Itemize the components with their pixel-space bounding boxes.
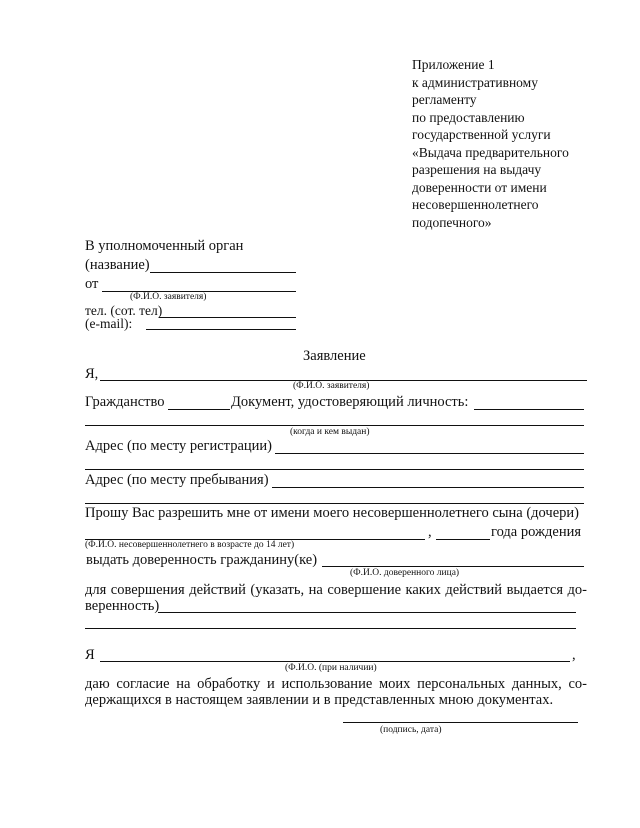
from-label: от [85, 276, 99, 292]
stay-address-label: Адрес (по месту пребывания) [85, 472, 269, 488]
comma: , [428, 524, 432, 540]
appendix-line: по предоставлению [412, 109, 525, 125]
trustee-caption: (Ф.И.О. доверенного лица) [350, 568, 460, 578]
signature-caption: (подпись, дата) [380, 725, 442, 735]
appendix-line: государственной услуги [412, 127, 551, 142]
birth-year-label: года рождения [491, 524, 582, 540]
issue-poa-label: выдать доверенность гражданину(ке) [86, 552, 318, 568]
authority-name-label: (название) [85, 257, 150, 273]
consent-name-field[interactable] [100, 661, 570, 662]
applicant-fio-caption-2: (Ф.И.О. заявителя) [293, 381, 370, 391]
id-document-field[interactable] [474, 409, 584, 410]
consent-text-line-1: даю согласие на обработку и использование моих персональных данных, со- [85, 676, 587, 692]
trustee-name-field[interactable] [322, 566, 584, 567]
appendix-line: регламенту [412, 92, 477, 107]
phone-field[interactable] [159, 317, 296, 318]
signature-field[interactable] [343, 722, 578, 723]
request-text: Прошу Вас разрешить мне от имени моего несовершеннолетнего сына (дочери) [85, 505, 579, 521]
applicant-fio-caption: (Ф.И.О. заявителя) [130, 292, 207, 302]
id-document-label: Документ, удостоверяющий личность: [231, 394, 469, 410]
stay-address-field-2[interactable] [85, 503, 584, 504]
to-authority-label: В уполномоченный орган [85, 238, 244, 254]
appendix-line: подопечного» [412, 214, 492, 230]
consent-text-line-2: держащихся в настоящем заявлении и в представленных мною документах. [85, 692, 554, 708]
reg-address-label: Адрес (по месту регистрации) [85, 438, 272, 454]
authority-name-field[interactable] [150, 272, 296, 273]
consent-i-label: Я [85, 647, 95, 663]
issued-caption: (когда и кем выдан) [290, 427, 370, 437]
actions-text-line-1: для совершения действий (указать, на совершение каких действий выдается до- [85, 582, 587, 598]
email-field[interactable] [146, 329, 296, 330]
reg-address-field-2[interactable] [85, 469, 584, 470]
birth-year-field[interactable] [436, 539, 490, 540]
minor-caption: (Ф.И.О. несовершеннолетнего в возрасте до 14 лет) [85, 540, 295, 550]
statement-title: Заявление [303, 348, 366, 364]
actions-field-2[interactable] [85, 628, 576, 629]
citizenship-field[interactable] [168, 409, 230, 410]
appendix-line: «Выдача предварительного [412, 144, 569, 160]
consent-comma: , [572, 647, 576, 663]
appendix-line: к административному [412, 74, 538, 90]
actions-field[interactable] [158, 612, 576, 613]
phone-label: тел. (сот. тел) [85, 303, 163, 318]
actions-text-line-2: веренность) [85, 598, 160, 614]
reg-address-field[interactable] [275, 453, 584, 454]
email-label: (e-mail): [85, 316, 133, 331]
id-document-field-2[interactable] [85, 425, 584, 426]
appendix-line: разрешения на выдачу [412, 162, 542, 177]
appendix-line: Приложение 1 [412, 57, 495, 72]
appendix-line: доверенности от имени [412, 179, 547, 195]
i-label: Я, [85, 366, 99, 382]
consent-caption: (Ф.И.О. (при наличии) [285, 663, 377, 673]
appendix-line: несовершеннолетнего [412, 197, 539, 212]
stay-address-field[interactable] [272, 487, 584, 488]
citizenship-label: Гражданство [85, 394, 165, 410]
appendix-block [412, 56, 612, 231]
